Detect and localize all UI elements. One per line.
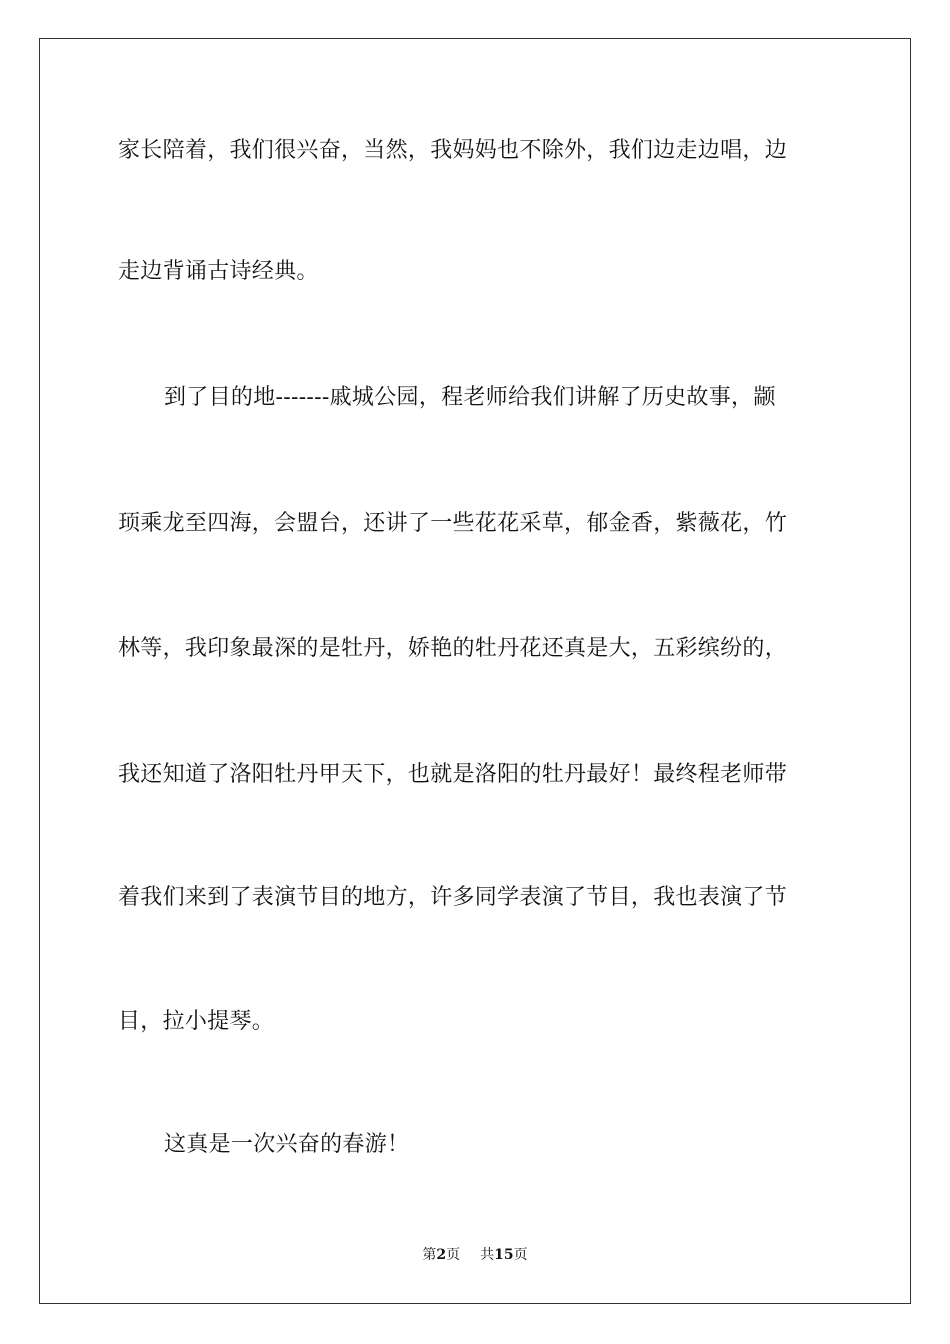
paragraph-line: 家长陪着，我们很兴奋，当然，我妈妈也不除外，我们边走边唱，边 xyxy=(118,138,788,163)
paragraph-line: 这真是一次兴奋的春游！ xyxy=(164,1132,410,1157)
total-pages: 15 xyxy=(494,1247,514,1263)
total-suffix: 页 xyxy=(513,1247,528,1263)
page-footer xyxy=(0,1246,950,1264)
page-suffix: 页 xyxy=(446,1247,461,1263)
page-number: 2 xyxy=(436,1247,447,1263)
paragraph-line: 顼乘龙至四海，会盟台，还讲了一些花花采草，郁金香，紫薇花，竹 xyxy=(118,511,788,536)
paragraph-line: 走边背诵古诗经典。 xyxy=(118,259,319,284)
paragraph-line: 着我们来到了表演节目的地方，许多同学表演了节目，我也表演了节 xyxy=(118,885,788,910)
paragraph-line: 我还知道了洛阳牡丹甲天下，也就是洛阳的牡丹最好！最终程老师带 xyxy=(118,762,788,787)
paragraph-line: 到了目的地-------戚城公园，程老师给我们讲解了历史故事，颛 xyxy=(164,385,776,410)
paragraph-line: 林等，我印象最深的是牡丹，娇艳的牡丹花还真是大，五彩缤纷的， xyxy=(118,636,788,661)
page-prefix: 第 xyxy=(422,1247,437,1263)
paragraph-line: 目，拉小提琴。 xyxy=(118,1009,275,1034)
total-prefix: 共 xyxy=(480,1247,495,1263)
page-border xyxy=(39,38,911,1304)
